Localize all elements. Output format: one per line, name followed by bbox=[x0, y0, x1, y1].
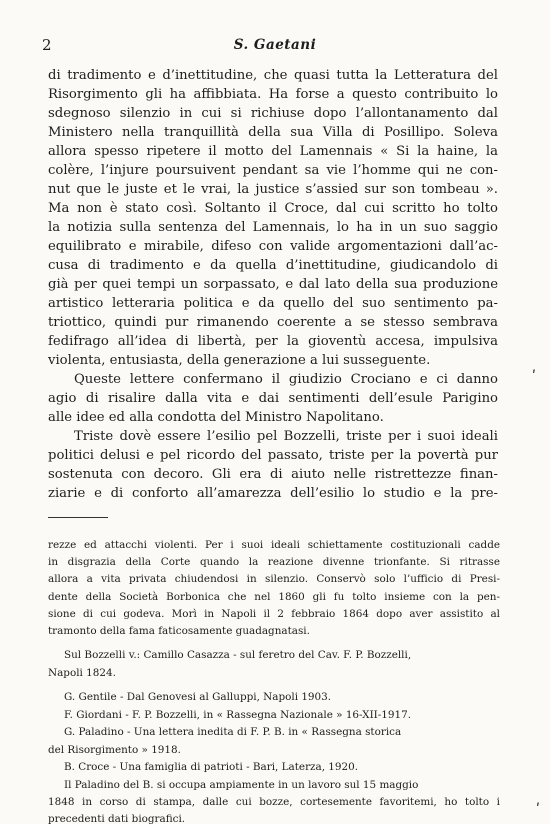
body-line: triottico, quindi pur rimanendo coerente a se stesso sembrava bbox=[48, 315, 498, 330]
body-line: politici delusi e pel ricordo del passato, triste per la povertà pur bbox=[48, 448, 498, 463]
body-line: Risorgimento gli ha affibbiata. Ha forse a questo contribuito lo bbox=[48, 87, 498, 102]
footnote-line: in disgrazia della Corte quando la reazione divenne trionfante. Si ritrasse bbox=[48, 556, 500, 569]
footnote-separator bbox=[48, 517, 108, 518]
reference-line: precedenti dati biografici. bbox=[48, 813, 186, 826]
body-line: la notizia sulla sentenza del Lamennais, lo ha in un suo saggio bbox=[48, 220, 498, 235]
footnote-line: sione di cui godeva. Morì in Napoli il 2 febbraio 1864 dopo aver assistito al bbox=[48, 607, 500, 620]
body-line: agio di risalire dalla vita e dai sentimenti dell’esule Parigino bbox=[48, 391, 498, 406]
margin-mark: ʹ bbox=[536, 802, 540, 818]
body-line: artistico letteraria politica e da quello del suo sentimento pa- bbox=[48, 296, 498, 311]
body-line: Triste dovè essere l’esilio pel Bozzelli, triste per i suoi ideali bbox=[74, 429, 498, 444]
body-line: sostenuta con decoro. Gli era di aiuto nelle ristrettezze finan- bbox=[48, 467, 498, 482]
footnote-line: tramonto della fama faticosamente guadagnatasi. bbox=[48, 624, 310, 637]
body-line: fedifrago all’idea di libertà, per la gioventù accesa, impulsiva bbox=[48, 334, 498, 349]
body-line: colère, l’injure poursuivent pendant sa vie l’homme qui ne con- bbox=[48, 163, 498, 178]
body-line: nut que le juste et le vrai, la justice s’assied sur son tombeau ». bbox=[48, 182, 498, 197]
body-line: equilibrato e mirabile, difeso con valide argomentazioni dall’ac- bbox=[48, 239, 498, 254]
body-line: Queste lettere confermano il giudizio Crociano e ci danno bbox=[74, 372, 498, 387]
reference-line: G. Gentile - Dal Genovesi al Galluppi, Napoli 1903. bbox=[64, 691, 332, 704]
body-line: cusa di tradimento e da quella d’inettitudine, giudicandolo di bbox=[48, 258, 498, 273]
reference-line: Napoli 1824. bbox=[48, 666, 116, 679]
reference-line: 1848 in corso di stampa, dalle cui bozze, cortesemente favoritemi, ho tolto i bbox=[48, 796, 500, 809]
body-line: alle idee ed alla condotta del Ministro Napolitano. bbox=[48, 410, 384, 425]
reference-line: Il Paladino del B. si occupa ampiamente in un lavoro sul 15 maggio bbox=[64, 778, 419, 791]
footnote-line: allora a vita privata chiudendosi in silenzio. Conservò solo l’ufficio di Presi- bbox=[48, 573, 500, 586]
reference-line: del Risorgimento » 1918. bbox=[48, 743, 181, 756]
page-header bbox=[42, 36, 508, 56]
body-text bbox=[48, 66, 498, 503]
body-line: Ma non è stato così. Soltanto il Croce, dal cui scritto ho tolto bbox=[48, 201, 498, 216]
body-line: già per quei tempi un sorpassato, e dal lato della sua produzione bbox=[48, 277, 498, 292]
body-line: Ministero nella tranquillità della sua Villa di Posillipo. Soleva bbox=[48, 125, 498, 140]
reference-line: G. Paladino - Una lettera inedita di F. P. B. in « Rassegna storica bbox=[64, 726, 402, 739]
body-line: sdegnoso silenzio in cui si richiuse dopo l’allontanamento dal bbox=[48, 106, 498, 121]
reference-line: Sul Bozzelli v.: Camillo Casazza - sul feretro del Cav. F. P. Bozzelli, bbox=[64, 649, 412, 662]
body-line: violenta, entusiasta, della generazione a lui susseguente. bbox=[48, 353, 431, 368]
body-line: allora spesso ripetere il motto del Lamennais « Si la haine, la bbox=[48, 144, 498, 159]
footnotes bbox=[48, 537, 500, 829]
reference-line: B. Croce - Una famiglia di patrioti - Bari, Laterza, 1920. bbox=[64, 761, 359, 774]
reference-line: F. Giordani - F. P. Bozzelli, in « Rassegna Nazionale » 16-XII-1917. bbox=[64, 708, 412, 721]
margin-mark: ʹ bbox=[532, 369, 536, 385]
footnote-line: rezze ed attacchi violenti. Per i suoi ideali schiettamente costituzionali cadde bbox=[48, 539, 500, 551]
body-line: ziarie e di conforto all’amarezza dell’esilio lo studio e la pre- bbox=[48, 486, 498, 501]
page-number: 2 bbox=[42, 36, 52, 54]
body-line: di tradimento e d’inettitudine, che quasi tutta la Letteratura del bbox=[48, 68, 498, 83]
footnote-line: dente della Società Borbonica che nel 1860 gli fu tolto insieme con la pen- bbox=[48, 590, 500, 603]
running-head: S. Gaetani bbox=[233, 37, 317, 53]
